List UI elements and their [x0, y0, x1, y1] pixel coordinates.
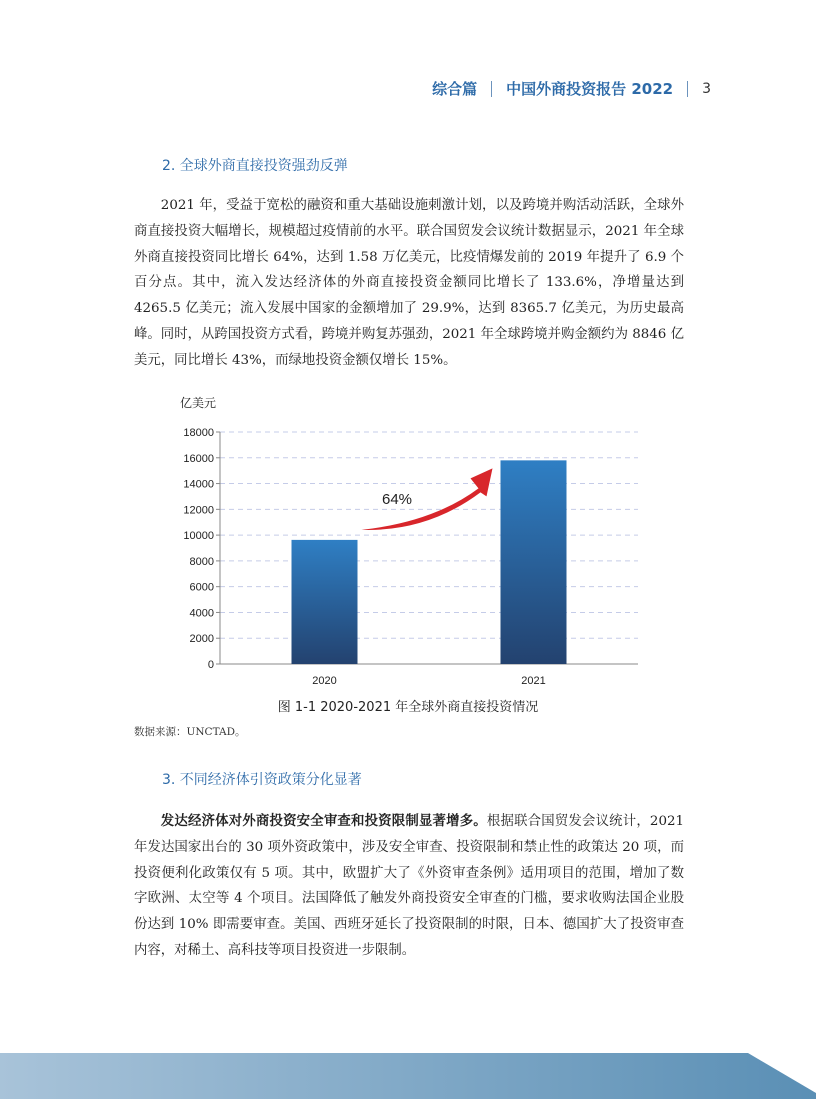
section-3-paragraph [134, 809, 684, 964]
bar-2021 [501, 460, 567, 664]
x-tick-label: 2020 [312, 675, 337, 687]
page-header [432, 78, 711, 99]
y-tick-label: 6000 [189, 581, 214, 594]
header-report-title: 中国外商投资报告 2022 [506, 80, 674, 98]
bar-2020 [292, 540, 358, 664]
y-tick-label: 14000 [183, 478, 214, 491]
y-tick-label: 0 [207, 659, 214, 671]
page-number: 3 [702, 80, 711, 97]
y-tick-label: 10000 [183, 530, 214, 543]
figure-caption: 图 1-1 2020-2021 年全球外商直接投资情况 [277, 700, 539, 715]
header-divider [687, 81, 688, 97]
fdi-bar-chart [168, 392, 648, 692]
footer-band [0, 1053, 816, 1099]
section-3-lead: 发达经济体对外商投资安全审查和投资限制显著增多。 [160, 814, 487, 829]
y-tick-label: 2000 [189, 633, 214, 646]
header-divider [491, 81, 492, 97]
y-tick-label: 8000 [189, 555, 214, 568]
y-tick-label: 16000 [183, 452, 214, 465]
growth-annotation: 64% [381, 490, 413, 508]
section-2-title: 2. 全球外商直接投资强劲反弹 [162, 158, 348, 174]
header-section: 综合篇 [432, 80, 478, 98]
chart-svg [168, 392, 648, 692]
section-2-paragraph: 2021 年，受益于宽松的融资和重大基础设施刺激计划，以及跨境并购活动活跃，全球外商直接投资大幅增长，规模超过疫情前的水平。联合国贸发会议统计数据显示，2021 年全球外商直接投资同比增长 64%，达到 1.58 万亿美元，比疫情爆发前的 2019 年提升了 6.9 个百分点。其中，流入发达经济体的外商直接投资金额同比增长了 133.6%，净增量达到 4265.5 亿美元；流入发展中国家的金额增加了 29.9%，达到 8365.7 亿美元，为历史最高峰。同时，从跨国投资方式看，跨境并购复苏强劲，2021 年全球跨境并购金额约为 8846 亿美元，同比增长 43%，而绿地投资金额仅增长 15%。 [134, 198, 684, 368]
data-source: 数据来源：UNCTAD。 [134, 726, 246, 738]
y-tick-label: 18000 [183, 427, 214, 439]
section-3-body: 根据联合国贸发会议统计，2021 年发达国家出台的 30 项外资政策中，涉及安全审查、投资限制和禁止性的政策达 20 项，而投资便利化政策仅有 5 项。其中，欧盟扩大了《外资审查条例》适用项目的范围，增加了数字欧洲、太空等 4 个项目。法国降低了触发外商投资安全审查的门槛，要求收购法国企业股份达到 10% 即需要审查。美国、西班牙延长了投资限制的时限，日本、德国扩大了投资审查内容，对稀土、高科技等项目投资进一步限制。 [134, 814, 685, 958]
y-tick-label: 4000 [189, 607, 214, 620]
section-3-title: 3. 不同经济体引资政策分化显著 [162, 772, 362, 788]
x-tick-label: 2021 [521, 675, 546, 687]
y-axis-label: 亿美元 [180, 396, 217, 410]
y-tick-label: 12000 [183, 504, 214, 517]
footer-shape [0, 1053, 816, 1099]
